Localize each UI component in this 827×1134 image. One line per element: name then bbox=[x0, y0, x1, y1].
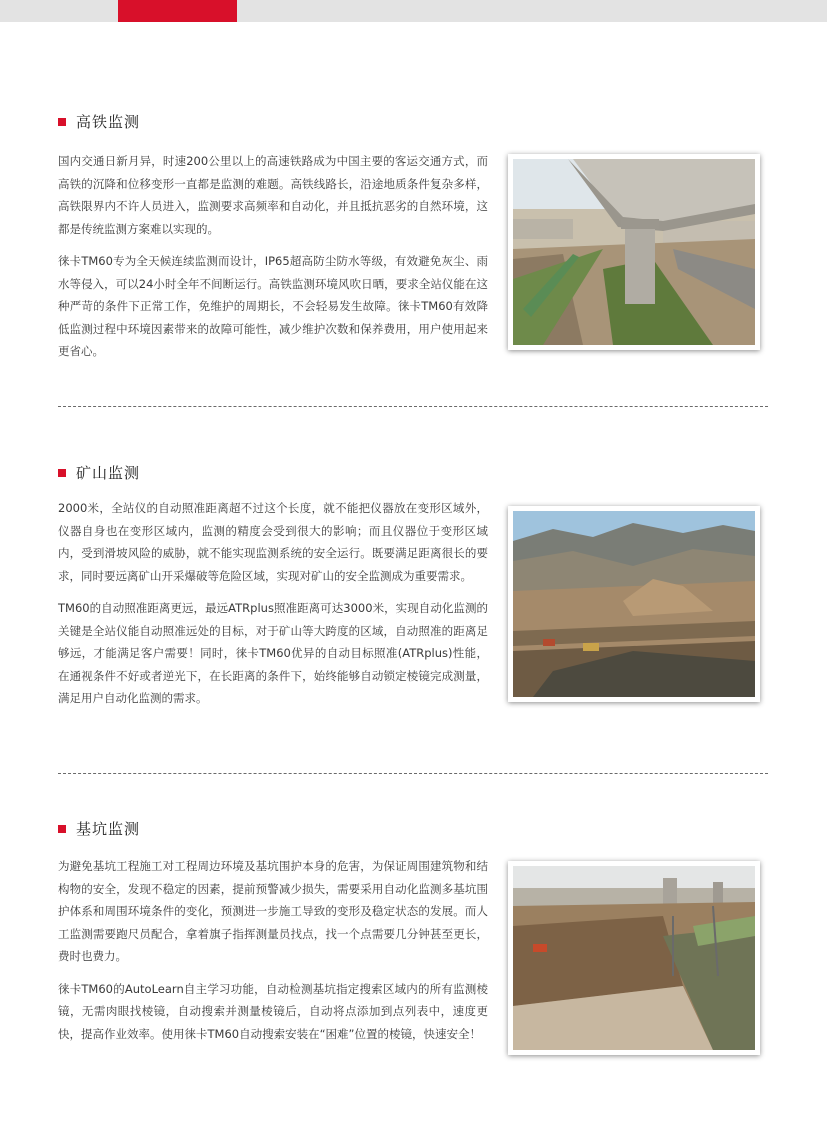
foundation-pit-image bbox=[513, 866, 755, 1050]
section-heading bbox=[58, 818, 140, 839]
open-pit-mine-image bbox=[513, 511, 755, 697]
section-divider bbox=[58, 773, 768, 774]
section-heading bbox=[58, 111, 140, 132]
section-title: 高铁监测 bbox=[76, 113, 141, 131]
paragraph: 徕卡TM60专为全天候连续监测而设计，IP65超高防尘防水等级，有效避免灰尘、雨水等侵入，可以24小时全年不间断运行。高铁监测环境风吹日晒，要求全站仪能在这种严苛的条件下正常工作，免维护的周期长，不会轻易发生故障。徕卡TM60有效降低监测过程中环境因素带来的故障可能性，减少维护次数和保养费用，用户使用起来更省心。 bbox=[58, 254, 488, 358]
rail-viaduct-image bbox=[513, 159, 755, 345]
paragraph: TM60的自动照准距离更远，最远ATRplus照准距离可达3000米，实现自动化监测的关键是全站仪能自动照准远处的目标，对于矿山等大跨度的区域，自动照准的距离足够远，才能满足客户需要！同时，徕卡TM60优异的自动目标照准(ATRplus)性能，在通视条件不好或者逆光下，在长距离的条件下，始终能够自动锁定棱镜完成测量，满足用户自动化监测的需求。 bbox=[58, 601, 488, 705]
rail-photo bbox=[508, 154, 760, 350]
section-body bbox=[58, 150, 488, 373]
section-body bbox=[58, 855, 488, 1055]
section-divider bbox=[58, 406, 768, 407]
paragraph: 2000米，全站仪的自动照准距离超不过这个长度，就不能把仪器放在变形区域外，仪器自身也在变形区域内，监测的精度会受到很大的影响；而且仪器位于变形区域内，受到滑坡风险的威胁，就不能实现监测系统的安全运行。既要满足距离很长的要求，同时要远离矿山开采爆破等危险区域，实现对矿山的安全监测成为重要需求。 bbox=[58, 501, 488, 583]
pit-photo bbox=[508, 861, 760, 1055]
section-title: 基坑监测 bbox=[76, 820, 141, 838]
section-body bbox=[58, 497, 488, 720]
section-title: 矿山监测 bbox=[76, 464, 141, 482]
square-bullet-icon bbox=[58, 118, 66, 126]
square-bullet-icon bbox=[58, 469, 66, 477]
paragraph: 徕卡TM60的AutoLearn自主学习功能，自动检测基坑指定搜索区域内的所有监测棱镜，无需肉眼找棱镜，自动搜索并测量棱镜后，自动将点添加到点列表中，速度更快，提高作业效率。使用徕卡TM60自动搜索安装在“困难”位置的棱镜，快速安全！ bbox=[58, 981, 488, 1041]
paragraph: 为避免基坑工程施工对工程周边环境及基坑围护本身的危害，为保证周围建筑物和结构物的安全，发现不稳定的因素，提前预警减少损失，需要采用自动化监测多基坑围护体系和周围环境条件的变化，预测进一步施工导致的变形及稳定状态的发展。而人工监测需要跑尺员配合，拿着旗子指挥测量员找点，找一个点需要几分钟甚至更长，费时也费力。 bbox=[58, 859, 488, 963]
square-bullet-icon bbox=[58, 825, 66, 833]
paragraph: 国内交通日新月异，时速200公里以上的高速铁路成为中国主要的客运交通方式，而高铁的沉降和位移变形一直都是监测的难题。高铁线路长，沿途地质条件复杂多样，高铁限界内不许人员进入，监测要求高频率和自动化，并且抵抗恶劣的自然环境，这都是传统监测方案难以实现的。 bbox=[58, 154, 488, 236]
top-bar bbox=[0, 0, 827, 22]
section-heading bbox=[58, 462, 140, 483]
top-bar-accent bbox=[118, 0, 237, 22]
mine-photo bbox=[508, 506, 760, 702]
